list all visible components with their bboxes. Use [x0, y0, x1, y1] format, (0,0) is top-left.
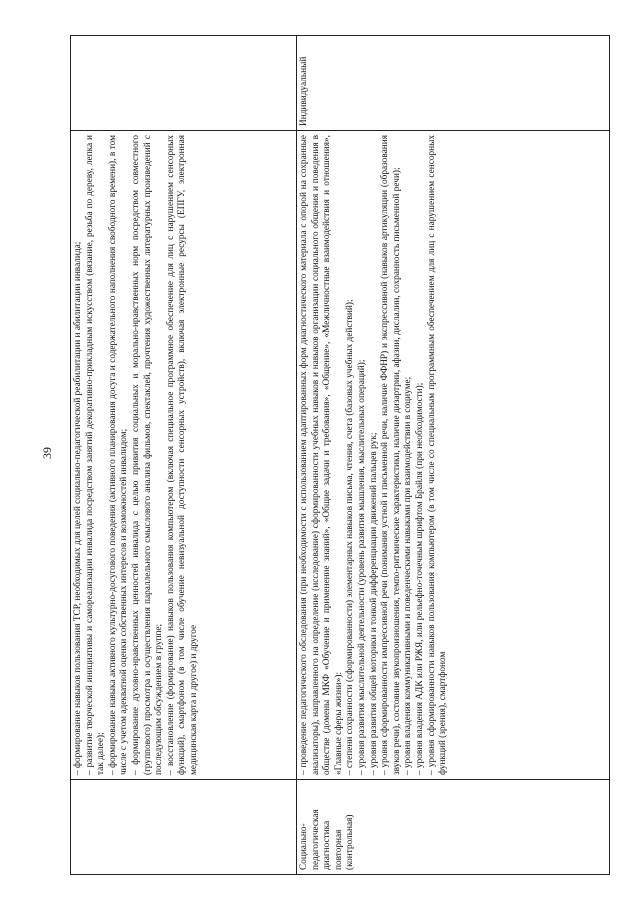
- content-line: – проведение педагогического обследования (при необходимости с использованием адаптированных форм диагностического материала с опорой на сохранные анализаторы), направленного на определение (исследование) сформированности учебных навыков и навыков организации социального общения и поведения в обществе (домены МКФ «Обучение и применение знаний», «Общие задачи и требования», «Общение», «Межличностные взаимодействия и отношения», «Главные сферы жизни»):: [299, 135, 344, 775]
- content-line: – уровня развития общей моторики и тонкой дифференциации движений пальцев рук;: [368, 432, 379, 775]
- content-line: – уровня сформированности навыков пользования компьютером (в том числе со специальным программным обеспечением для лиц с нарушением сенсорных функций (зрения), смартфоном: [426, 135, 449, 775]
- content-line: – формирование навыков пользования ТСР, необходимых для целей социально-педагогической реабилитации и абилитации инвалида;: [73, 241, 83, 775]
- service-form-cell: [71, 36, 297, 131]
- service-name-cell: Социально-педагогическая диагностика повторная (контрольная): [297, 780, 610, 875]
- service-form-cell: Индивидуальный: [297, 36, 610, 131]
- content-line: – уровня сформированности импрессивной речи (понимания устной и письменной речи, наличие ФФНР) и экспрессивной (навыков артикуляции (образования звуков речи), состояние звукопроизношения, темпо-ритмические характеристики, наличие дизартрии, афазии, дислалии, сохранность письменной речи);: [380, 135, 402, 775]
- content-line: – формирование духовно-нравственных ценностей инвалида с целью привития социальных и морально-нравственных норм посредством совместного (группового) просмотра и осуществления параллельного смыслового анализа фильмов, спектаклей, прочтения художественных литературных произведений с последующим обсуждением в группе;: [130, 135, 165, 775]
- table-row: [71, 36, 297, 875]
- service-content-cell: [71, 131, 297, 780]
- rotated-table-frame: [70, 35, 610, 875]
- page-number: 39: [40, 447, 54, 459]
- content-line: – уровня владения коммуникативными и поведенческими навыками при взаимодействии в социуме;: [403, 376, 414, 775]
- content-line: – восстановление (формирование) навыков пользования компьютером (включая специальное программное обеспечение для лиц с нарушением сенсорных функций), смартфоном (в том числе обучение невизуальной доступности сенсорных устройств), включая электронные ресурсы (ЕПГУ, электронная медицинская карта и другое) и другое: [165, 135, 199, 775]
- content-line: – степени сохранности (сформированности) элементарных навыков письма, чтения, счета (базовых учебных действий);: [345, 299, 356, 775]
- table-row: [297, 36, 610, 875]
- content-line: – уровня владения АДК или РЖЯ, или рельефно-точечным шрифтом Брайля (при необходимости);: [414, 382, 425, 775]
- content-line: – развитие творческой инициативы и самореализации инвалида посредством занятий декоративно-прикладным искусством (вязание, резьба по дереву, лепка и так далее);: [84, 135, 107, 775]
- service-name-cell: [71, 780, 297, 875]
- content-line: – формирование навыка активного культурно-досугового поведения (активного планирования досуга и содержательного наполнения свободного времени), в том числе с учетом адекватной оценки собственных интересов и возможностей инвалидом;: [107, 135, 130, 775]
- content-line: – уровня развития мыслительной деятельности (уровень развития мышления, мыслительных операций);: [356, 359, 367, 775]
- services-table: [70, 35, 610, 875]
- service-content-cell: [297, 131, 610, 780]
